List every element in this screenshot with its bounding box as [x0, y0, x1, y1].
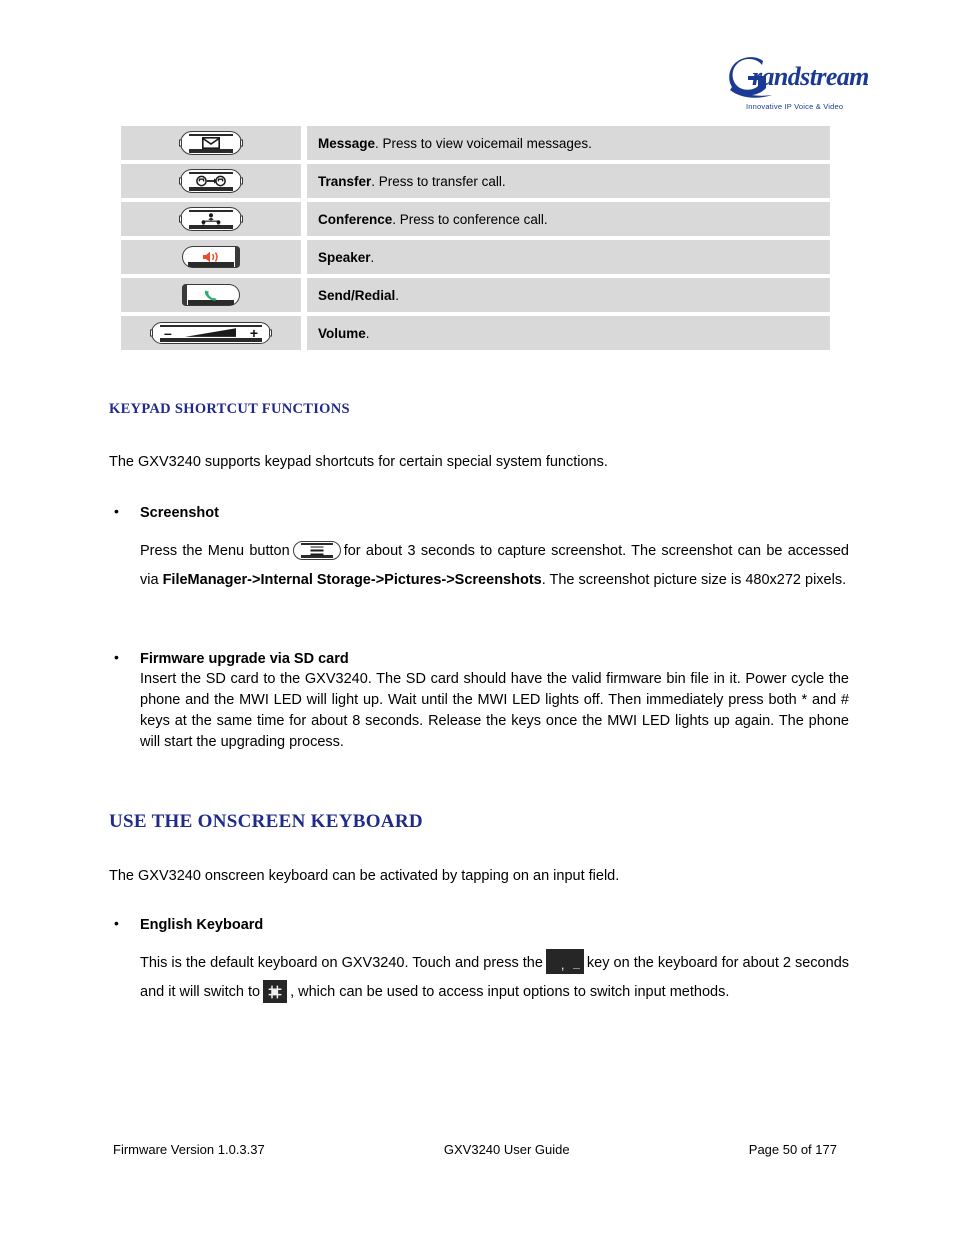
bullet-title: • Firmware upgrade via SD card [109, 649, 849, 669]
key-description: . [370, 249, 375, 265]
transfer-key-icon [180, 169, 242, 193]
table-row [121, 240, 830, 274]
two-handsets-arrow-icon [196, 175, 226, 187]
section-heading-keypad-shortcuts: KEYPAD SHORTCUT FUNCTIONS [109, 401, 350, 417]
key-icon-cell [121, 240, 301, 274]
table-row [121, 164, 830, 198]
screenshot-path: FileManager->Internal Storage->Pictures->Screenshots [162, 572, 542, 589]
conference-key-icon [180, 207, 242, 231]
volume-wedge-icon [184, 328, 238, 339]
bullet-title: • English Keyboard [109, 915, 849, 935]
footer-firmware-version: Firmware Version 1.0.3.37 [113, 1142, 265, 1157]
key-label-cell [307, 126, 830, 160]
volume-up-label: + [249, 325, 258, 341]
logo-wordmark: randstream [752, 62, 869, 91]
key-name: Speaker [318, 249, 371, 265]
grandstream-logo [728, 58, 869, 120]
key-icon-cell [121, 316, 301, 350]
page-footer [113, 1142, 837, 1157]
key-name: Volume [318, 325, 366, 341]
key-description: . [365, 325, 370, 341]
message-key-icon [180, 131, 242, 155]
speaker-key-icon [182, 246, 240, 268]
key-icon-cell [121, 126, 301, 160]
key-icon-cell [121, 278, 301, 312]
key-label-cell [307, 316, 830, 350]
english-kb-text-3: , which can be used to access input options to switch input methods. [290, 984, 730, 1001]
bullet-title: • Screenshot [109, 503, 849, 523]
key-description: . [395, 287, 400, 303]
bullet-screenshot [109, 503, 849, 595]
english-kb-text-1: This is the default keyboard on GXV3240. Touch and press the [140, 955, 543, 972]
screenshot-text-2: for about 3 seconds to capture screenshot. The screenshot can be accessed via [140, 543, 849, 589]
logo-mark [728, 58, 869, 104]
bullet-firmware-upgrade [109, 649, 849, 753]
table-row [121, 316, 830, 350]
key-name: Transfer [318, 173, 372, 189]
key-label-cell [307, 164, 830, 198]
screenshot-text-3: . The screenshot picture size is 480x272 pixels. [541, 572, 847, 589]
key-label-cell [307, 202, 830, 236]
key-label-cell [307, 278, 830, 312]
keypad-intro-paragraph: The GXV3240 supports keypad shortcuts for certain special system functions. [109, 454, 608, 470]
screenshot-text-1: Press the Menu button [140, 543, 290, 560]
key-label-cell [307, 240, 830, 274]
key-name: Send/Redial [318, 287, 396, 303]
footer-doc-title: GXV3240 User Guide [443, 1142, 570, 1157]
input-options-keycap-icon [263, 980, 287, 1003]
volume-key-icon [151, 322, 271, 344]
key-name: Message [318, 135, 376, 151]
table-row [121, 202, 830, 236]
key-description: . Press to transfer call. [371, 173, 506, 189]
menu-key-icon [293, 541, 341, 560]
envelope-icon [202, 137, 220, 149]
section-heading-onscreen-keyboard: USE THE ONSCREEN KEYBOARD [109, 811, 423, 832]
logo-tagline: Innovative IP Voice & Video [746, 102, 844, 111]
comma-keycap-icon: , [546, 949, 584, 974]
key-name: Conference [318, 211, 393, 227]
table-row [121, 278, 830, 312]
bullet-body: Insert the SD card to the GXV3240. The SD card should have the valid firmware bin file in it. Power cycle the phone and the MWI LED will light up. Wait until the MWI LED lights off. Then immediately press both * and # keys at the same time for about 8 seconds. Release the keys once the MWI LED lights up again. The phone will start the upgrading process. [140, 671, 849, 751]
volume-down-label: – [164, 325, 172, 341]
keyboard-intro-paragraph: The GXV3240 onscreen keyboard can be activated by tapping on an input field. [109, 868, 620, 884]
key-description: . Press to view voicemail messages. [375, 135, 592, 151]
key-icon-cell [121, 202, 301, 236]
key-icon-cell [121, 164, 301, 198]
english-kb-text-2: key on the keyboard for about 2 seconds and it will switch to [140, 955, 850, 1001]
bullet-english-keyboard [109, 915, 849, 1007]
footer-page-number: Page 50 of 177 [748, 1142, 837, 1157]
send-redial-key-icon [182, 284, 240, 306]
hard-key-reference-table [121, 126, 830, 354]
grid-settings-icon [268, 985, 282, 999]
handset-icon [203, 289, 219, 302]
speaker-waves-icon [202, 251, 220, 263]
table-row [121, 126, 830, 160]
key-description: . Press to conference call. [392, 211, 548, 227]
bullet-body [109, 537, 849, 595]
bullet-body [109, 949, 849, 1007]
three-people-icon [199, 213, 223, 226]
